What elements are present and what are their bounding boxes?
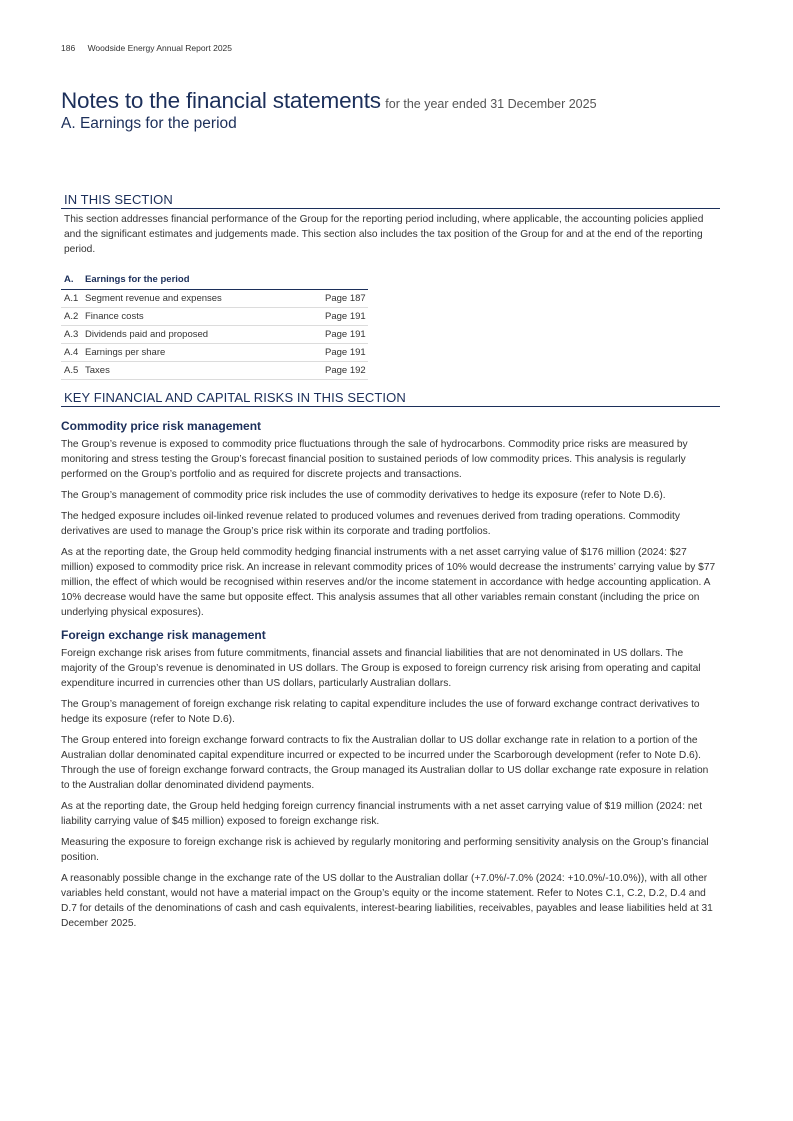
commodity-risk-section xyxy=(61,419,718,626)
contents-row-page: Page 187 xyxy=(325,293,366,304)
fx-paragraph: As at the reporting date, the Group held hedging foreign currency financial instruments with a net asset carrying value of $19 million (2024: net liability carrying value of $45 million) exposed to foreign exchange risk. xyxy=(61,801,703,827)
section-title: A. Earnings for the period xyxy=(61,115,237,132)
contents-row[interactable] xyxy=(61,308,368,326)
fx-paragraph: The Group entered into foreign exchange forward contracts to fix the Australian dollar to US dollar exchange rate in relation to a portion of the Australian dollar denominated capital expenditure incurred or expected to be incurred under the Scarborough development (refer to Note D.6). Through the use of foreign exchange forward contracts, the Group managed its Australian dollar to US dollar exchange rate exposure in relation to the Australian dollar denominated dividend payments. xyxy=(61,735,709,791)
contents-row-page: Page 191 xyxy=(325,347,366,358)
page-number: 186 xyxy=(61,43,76,53)
fx-paragraph: Foreign exchange risk arises from future commitments, financial assets and financial liabilities that are not denominated in US dollars. The majority of the Group’s revenue is denominated in US dollars. The Group is exposed to foreign currency risk arising from operating and capital expenditure incurred in currencies other than US dollars, particularly Australian dollars. xyxy=(61,648,701,689)
commodity-paragraph: The hedged exposure includes oil-linked revenue related to produced volumes and revenues derived from trading operations. Commodity derivatives are used to manage the Group’s price risk within its corporate and trading portfolios. xyxy=(61,511,680,537)
contents-row[interactable] xyxy=(61,362,368,380)
contents-row-page: Page 191 xyxy=(325,311,366,322)
key-risks-heading: KEY FINANCIAL AND CAPITAL RISKS IN THIS SECTION xyxy=(61,390,720,407)
commodity-paragraph: The Group’s management of commodity price risk includes the use of commodity derivatives to hedge its exposure (refer to Note D.6). xyxy=(61,490,666,501)
contents-header-title: Earnings for the period xyxy=(85,274,190,285)
contents-row-code: A.2 xyxy=(64,311,79,322)
contents-row-label: Taxes xyxy=(85,365,110,376)
contents-row-code: A.1 xyxy=(64,293,79,304)
fx-paragraph: A reasonably possible change in the exchange rate of the US dollar to the Australian dollar (+7.0%/-7.0% (2024: +10.0%/-10.0%)), with all other variables held constant, would not have a material impact on the Group’s equity or the income statement. Refer to Notes C.1, C.2, D.2, D.4 and D.7 for details of the denominations of cash and cash equivalents, interest-bearing liabilities, receivables, payables and lease liabilities held at 31 December 2025. xyxy=(61,873,713,929)
page-subtitle: for the year ended 31 December 2025 xyxy=(385,97,597,111)
fx-paragraph: The Group’s management of foreign exchange risk relating to capital expenditure includes the use of forward exchange contract derivatives to hedge its exposure (refer to Note D.6). xyxy=(61,699,700,725)
commodity-paragraph: As at the reporting date, the Group held commodity hedging financial instruments with a net asset carrying value of $176 million (2024: $27 million) exposed to commodity price risk. An increase in relevant commodity prices of 10% would decrease the instruments’ carrying value by $77 million, the effect of which would be recognised within reserves and/or the income statement in accordance with hedge accounting application. A 10% decrease would have the same but opposite effect. This analysis assumes that all other variables remain constant (including the price on underlying physical exposures). xyxy=(61,547,716,618)
contents-row-page: Page 192 xyxy=(325,365,366,376)
commodity-risk-heading: Commodity price risk management xyxy=(61,419,262,433)
contents-row-label: Dividends paid and proposed xyxy=(85,329,209,340)
page-header xyxy=(61,43,232,53)
contents-row-label: Finance costs xyxy=(85,311,144,322)
report-name: Woodside Energy Annual Report 2025 xyxy=(87,43,233,53)
contents-row-code: A.5 xyxy=(64,365,79,376)
fx-risk-heading: Foreign exchange risk management xyxy=(61,628,266,642)
contents-row[interactable] xyxy=(61,326,368,344)
contents-row-label: Earnings per share xyxy=(85,347,166,358)
contents-row-code: A.4 xyxy=(64,347,79,358)
page-title: Notes to the financial statements xyxy=(61,88,381,113)
in-this-section-heading: IN THIS SECTION xyxy=(61,192,720,209)
title-block xyxy=(61,88,741,133)
contents-row[interactable] xyxy=(61,290,368,308)
contents-header-code: A. xyxy=(64,274,74,285)
contents-row-page: Page 191 xyxy=(325,329,366,340)
contents-row[interactable] xyxy=(61,344,368,362)
section-intro: This section addresses financial performance of the Group for the reporting period including, where applicable, the accounting policies applied and the significant estimates and judgements made. This section also includes the tax position of the Group for and at the end of the reporting period. xyxy=(64,214,704,255)
fx-risk-section xyxy=(61,628,718,937)
contents-table-header xyxy=(61,274,368,290)
contents-row-code: A.3 xyxy=(64,329,79,340)
fx-paragraph: Measuring the exposure to foreign exchange risk is achieved by regularly monitoring and performing sensitivity analysis on the Group’s financial position. xyxy=(61,837,709,863)
contents-row-label: Segment revenue and expenses xyxy=(85,293,222,304)
contents-table xyxy=(61,274,368,380)
commodity-paragraph: The Group’s revenue is exposed to commodity price fluctuations through the sale of hydrocarbons. Commodity price risks are measured by monitoring and stress testing the Group’s forecast financial position to sustained periods of low commodity prices. This analysis is regularly performed on the Group’s portfolio and as required for discrete projects and transactions. xyxy=(61,439,688,480)
